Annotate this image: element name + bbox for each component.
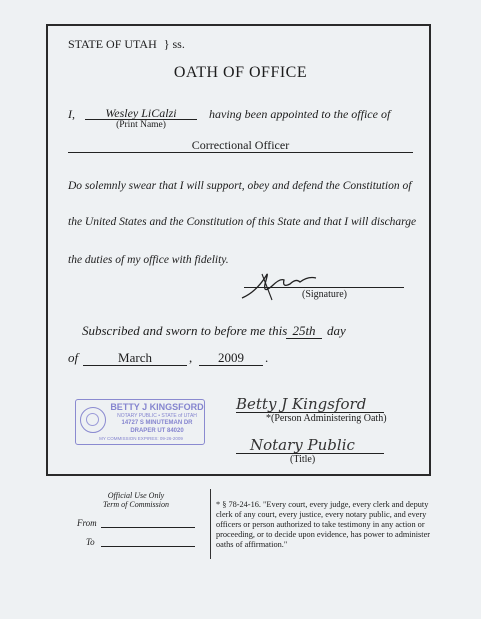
notary-stamp bbox=[75, 399, 205, 445]
stamp-line-4: MY COMMISSION EXPIRES: 09-26-2009 bbox=[99, 436, 183, 441]
title-caption: (Title) bbox=[290, 454, 316, 465]
year-period: . bbox=[265, 350, 269, 365]
oath-line-1: Do solemnly swear that I will support, obey and defend the Constitution of bbox=[68, 180, 412, 192]
state-heading bbox=[68, 37, 185, 52]
officer-signature bbox=[236, 266, 336, 306]
ss-label: } ss. bbox=[163, 37, 185, 51]
signature-caption: (Signature) bbox=[302, 289, 347, 300]
stamp-name: BETTY J KINGSFORD bbox=[110, 402, 204, 412]
administrator-caption: *(Person Administering Oath) bbox=[266, 413, 387, 424]
month-comma: , bbox=[189, 350, 193, 365]
appointment-text: having been appointed to the office of bbox=[209, 107, 391, 121]
footer-divider bbox=[210, 489, 211, 559]
to-label: To bbox=[86, 537, 95, 547]
term-of-commission-heading: Term of Commission bbox=[103, 500, 169, 509]
year-value: 2009 bbox=[218, 350, 244, 365]
office-value: Correctional Officer bbox=[191, 138, 290, 152]
of-label: of bbox=[68, 350, 79, 365]
stamp-line-3: DRAPER UT 84020 bbox=[130, 428, 184, 434]
day-label: day bbox=[327, 323, 346, 338]
subscribed-text: Subscribed and sworn to before me this bbox=[82, 323, 288, 338]
state-label: STATE OF UTAH bbox=[68, 37, 157, 51]
state-seal-icon bbox=[80, 407, 106, 433]
month-value: March bbox=[118, 350, 152, 365]
signature-line bbox=[244, 287, 404, 288]
statute-footnote: * § 78-24-16. "Every court, every judge, every clerk and deputy clerk of any court, every justice, every notary public, and every officers or person authorized to take testimony in any action or proceeding, or to decide upon evidence, has power to administer oaths of affirmation." bbox=[216, 500, 431, 549]
official-use-heading: Official Use Only bbox=[107, 491, 165, 500]
document-title: OATH OF OFFICE bbox=[173, 64, 308, 81]
to-field bbox=[101, 546, 195, 547]
from-label: From bbox=[77, 518, 97, 528]
stamp-line-2: 14727 S MINUTEMAN DR bbox=[121, 420, 193, 426]
title-signature: Notary Public bbox=[250, 436, 355, 454]
print-name-caption: (Print Name) bbox=[116, 120, 166, 130]
from-field bbox=[101, 527, 195, 528]
oath-line-2: the United States and the Constitution of this State and that I will discharge bbox=[68, 216, 417, 228]
stamp-line-1: NOTARY PUBLIC • STATE of UTAH bbox=[117, 413, 197, 419]
administrator-signature: Betty J Kingsford bbox=[236, 395, 367, 413]
printed-name-value: Wesley LiCalzi bbox=[105, 106, 177, 120]
day-value: 25th bbox=[292, 323, 316, 338]
oath-line-3: the duties of my office with fidelity. bbox=[68, 254, 229, 266]
name-prefix: I, bbox=[68, 107, 75, 121]
